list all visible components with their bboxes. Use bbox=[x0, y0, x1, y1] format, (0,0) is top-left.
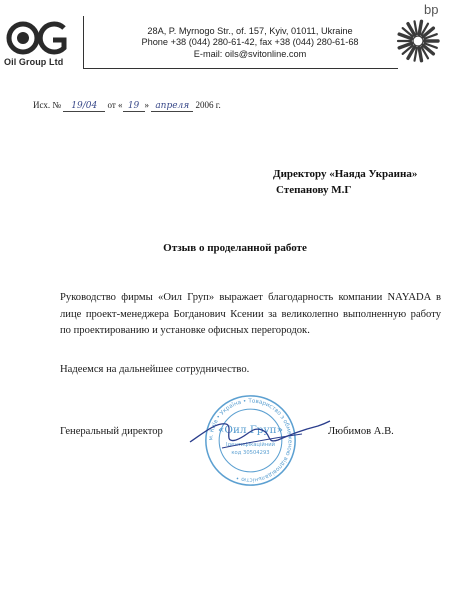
oil-group-logo bbox=[6, 18, 68, 62]
stamp-id-label: Ідентифікаційний bbox=[225, 442, 276, 449]
letter-body bbox=[60, 290, 441, 340]
stamp-ring-text: м. Київ • Україна • Товариство з обмеженою відповідальністю • bbox=[208, 398, 293, 483]
company-logo-caption: Oil Group Ltd bbox=[4, 57, 64, 67]
company-address bbox=[100, 26, 400, 60]
stamp-id-code: код 30504293 bbox=[231, 449, 270, 456]
email-line: E-mail: oils@svitonline.com bbox=[193, 48, 307, 59]
ref-prefix: Исх. № bbox=[33, 100, 61, 110]
ref-number: 19/04 bbox=[63, 101, 105, 112]
bp-petal bbox=[419, 48, 421, 61]
bp-center bbox=[413, 36, 423, 46]
closing-paragraph: Надеемся на дальнейшее сотрудничество. bbox=[60, 364, 250, 375]
outgoing-reference bbox=[33, 100, 221, 112]
letter-title: Отзыв о проделанной работе bbox=[163, 242, 307, 254]
ref-year: 2006 г. bbox=[195, 100, 221, 110]
bp-helios-logo bbox=[395, 18, 441, 64]
handwritten-signature bbox=[182, 404, 332, 464]
bp-petal bbox=[419, 21, 421, 34]
addressee-block bbox=[273, 166, 417, 198]
stamp-center-text: «Оил Груп» bbox=[218, 423, 283, 436]
body-paragraph: Руководство фирмы «Оил Груп» выражает благодарность компании NAYADA в лице проект-менеджера Богданович Ксении за великолепно выполненную работу по проектированию и установке офисных перегородок. bbox=[60, 292, 441, 336]
ref-close-quote: » bbox=[144, 100, 150, 110]
ref-day: 19 bbox=[123, 101, 145, 112]
addressee-position: Директору «Наяда Украина» bbox=[273, 168, 418, 180]
signatory-position: Генеральный директор bbox=[60, 426, 163, 437]
ref-from: от « bbox=[107, 100, 123, 110]
signatory-name: Любимов А.В. bbox=[328, 426, 394, 437]
phone-line: Phone +38 (044) 280-61-42, fax +38 (044) 280-61-68 bbox=[141, 37, 359, 48]
addressee-name: Степанову М.Г bbox=[276, 184, 352, 196]
bp-logo-text: bp bbox=[424, 2, 439, 17]
letterhead-divider-vertical bbox=[83, 16, 84, 68]
ref-month: апреля bbox=[151, 101, 193, 112]
address-line: 28A, P. Myrnogo Str., of. 157, Kyiv, 01011, Ukraine bbox=[147, 26, 353, 36]
letterhead-divider-horizontal bbox=[83, 68, 398, 69]
